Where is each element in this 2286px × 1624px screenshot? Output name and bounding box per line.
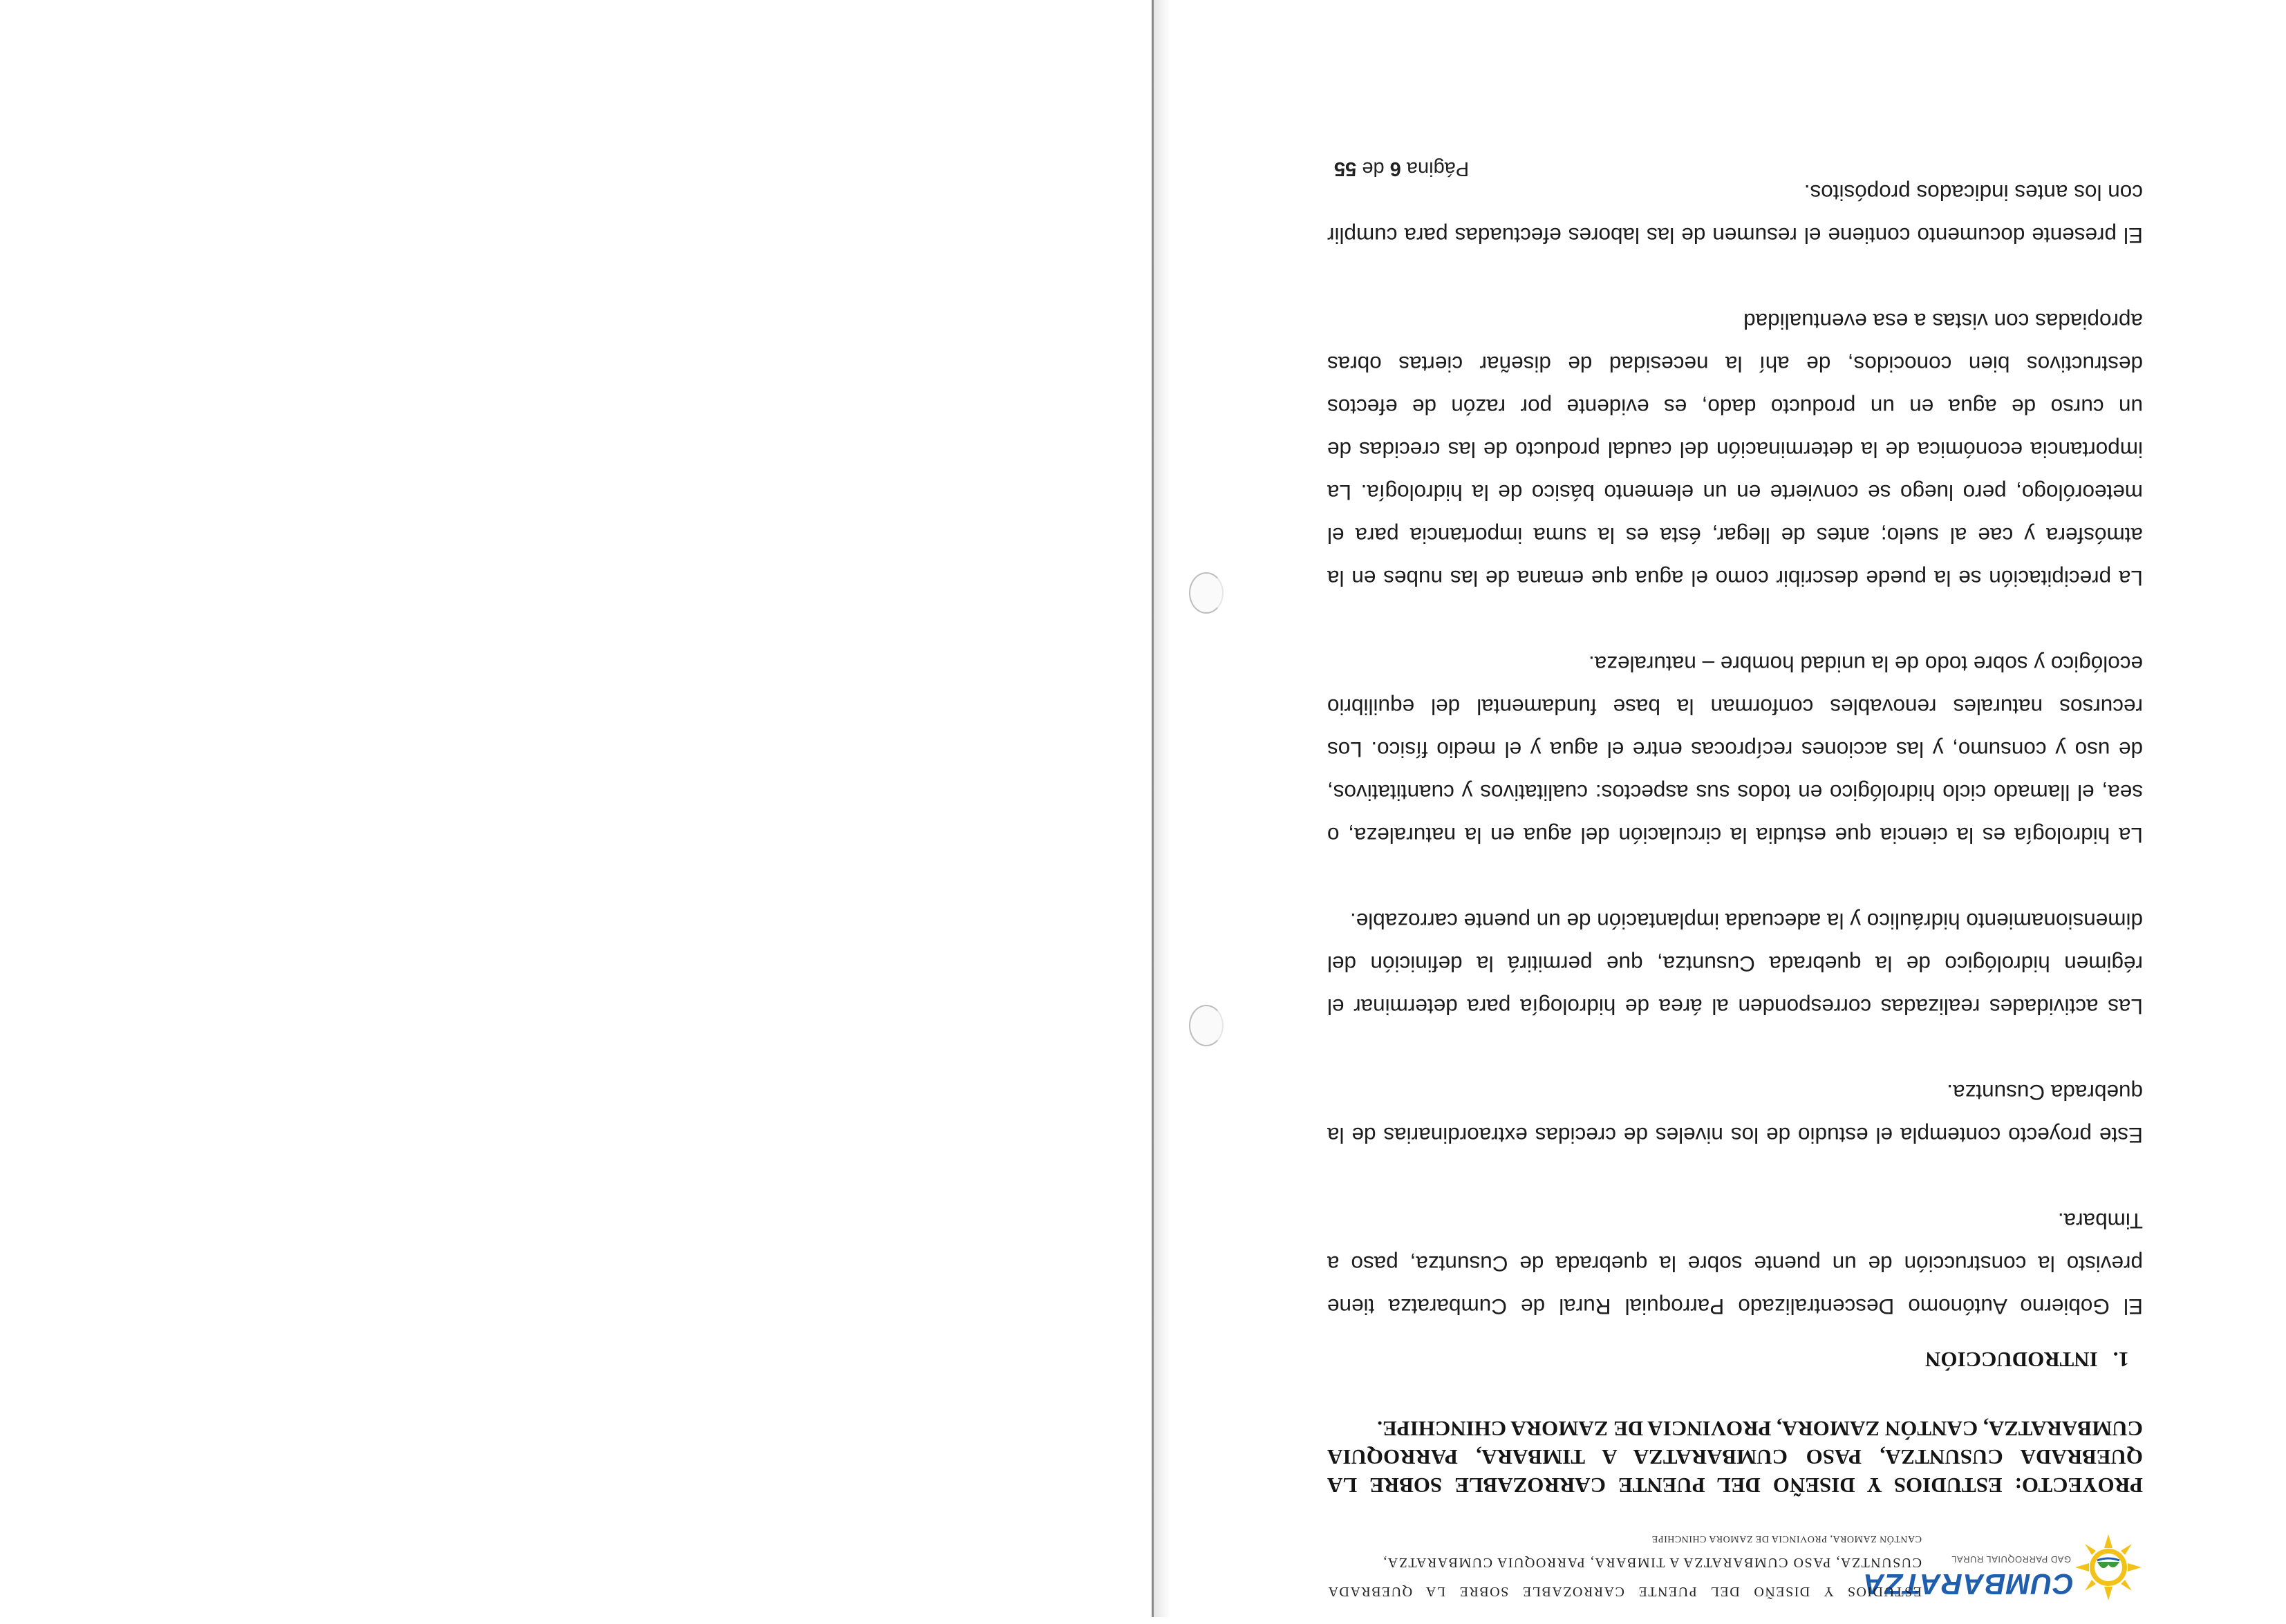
punch-hole	[1189, 1005, 1224, 1046]
paragraph: La hidrología es la ciencia que estudia la circulación del agua en la naturaleza, o sea, el llamado ciclo hidrológico en todos sus aspectos: cualitativos y cuantitativos, de uso y consumo, y las acciones recíprocas entre el agua y el medio físico. Los recursos naturales renovables conforman la base fundamental del equilibrio ecológico y sobre todo de la unidad hombre – naturaleza.	[1327, 652, 2143, 848]
project-title: PROYECTO: ESTUDIOS Y DISEÑO DEL PUENTE CARROZABLE SOBRE LA QUEBRADA CUSUNTZA, PASO CUMBARATZA A TIMBARA, PARROQUIA CUMBARATZA, CANTÓN ZAMORA, PROVINCIA DE ZAMORA CHINCHIPE.	[1327, 1417, 2143, 1498]
section-heading	[1925, 1347, 2129, 1372]
current-page: 6	[1389, 158, 1401, 180]
page-header	[1327, 1513, 2143, 1610]
logo-name: CUMBARATZA	[1862, 1568, 2074, 1601]
page-number	[1334, 157, 1469, 180]
paragraph: Las actividades realizadas corresponden al área de hidrología para determinar el régimen hidrológico de la quebrada Cusuntza, que permitirá la definición del dimensionamiento hidráulico y la adecuada implantación de un puente carrozable.	[1327, 909, 2143, 1019]
body-text	[1327, 129, 2143, 1328]
punch-hole	[1189, 572, 1224, 614]
logo-subtitle: GAD PARROQUIAL RURAL	[1951, 1554, 2071, 1565]
header-title: ESTUDIOS Y DISEÑO DEL PUENTE CARROZABLE SOBRE LA QUEBRADA CUSUNTZA, PASO CUMBARATZA A TIMBARA, PARROQUIA CUMBARATZA,	[1327, 1555, 1922, 1599]
header-subtitle: CANTÓN ZAMORA, PROVINCIA DE ZAMORA CHINCHIPE	[1651, 1533, 1922, 1544]
section-number: 1.	[2112, 1348, 2129, 1372]
page-edge-shadow	[1154, 0, 1170, 1617]
page-number-prefix: Página	[1406, 158, 1470, 180]
paragraph: El presente documento contiene el resumen de las labores efectuadas para cumplir con los antes indicados propósitos.	[1327, 180, 2143, 248]
sun-emblem-icon	[2074, 1533, 2143, 1602]
document-page	[1327, 76, 2143, 1624]
page-number-middle: de	[1362, 158, 1385, 180]
section-title: INTRODUCCIÓN	[1925, 1348, 2098, 1372]
paragraph: Este proyecto contempla el estudio de los niveles de crecidas extraordinarias de la quebrada Cusuntza.	[1327, 1080, 2143, 1148]
paragraph: La precipitación se la puede describir como el agua que emana de las nubes en la atmósfera y cae al suelo; antes de llegar, ésta es la suma importancia para el meteorólogo, pero luego se convierte en un elemento básico de la hidrología. La importancia económica de la determinación del caudal producto de las crecidas de un curso de agua en un producto dado, es evidente por razón de efectos destructivos bien conocidos, de ahí la necesidad de diseñar ciertas obras apropiadas con vistas a esa eventualidad	[1327, 309, 2143, 591]
total-pages: 55	[1334, 158, 1357, 180]
cumbaratza-logo	[1862, 1520, 2143, 1610]
paragraph: El Gobierno Autónomo Descentralizado Parroquial Rural de Cumbaratza tiene previsto la construcción de un puente sobre la quebrada de Cusuntza, paso a Timbara.	[1327, 1209, 2143, 1319]
